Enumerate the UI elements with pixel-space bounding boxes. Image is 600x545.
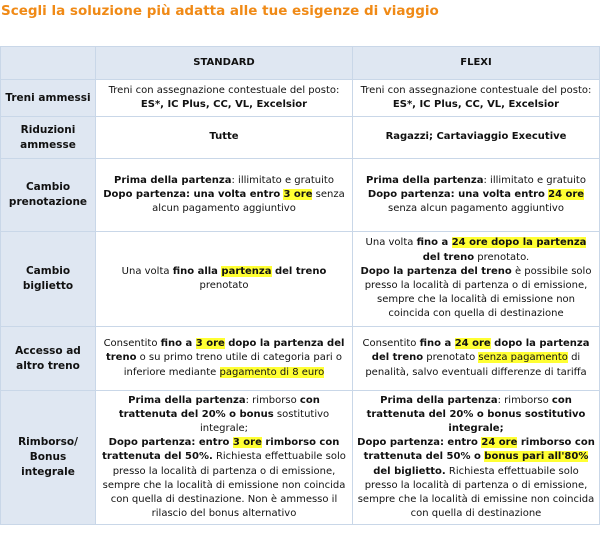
highlight: 24 ore dopo la partenza [451,237,587,249]
table-row-treni [0,80,600,117]
text: rimborso con trattenuta del 50% o [363,437,595,463]
text: prenotato [199,280,249,291]
text: dopo la partenza del treno [371,338,590,364]
table-row-cambio-prenotazione [0,159,600,232]
cell-standard-rimborso [96,391,353,525]
text: fino alla [172,265,222,277]
text: di penalità, salvo eventuali differenze di tariffa [365,352,587,378]
comparison-table [0,46,600,525]
text: : rimborso [245,394,300,406]
text: : illimitato e gratuito [483,174,586,186]
table-row-cambio-biglietto [0,232,600,327]
text: Dopo partenza: una volta entro [367,188,545,200]
treni-flexi-line1: Treni con assegnazione contestuale del posto: [360,84,592,96]
column-header-standard: STANDARD [96,46,353,80]
highlight: bonus pari all'80% [484,451,589,463]
cell-flexi-cambio-biglietto [353,232,600,327]
text: rimborso con trattenuta del 50%. [102,437,340,463]
highlight: pagamento di 8 euro [219,366,325,378]
table-row-accesso [0,327,600,391]
highlight: 3 ore [283,188,313,200]
page-title: Scegli la soluzione più adatta alle tue esigenze di viaggio [1,3,439,19]
text: o su primo treno utile di categoria pari o inferiore mediante [123,352,343,378]
text: Dopo partenza: entro [357,437,482,449]
text: Richiesta effettuabile solo presso la località di partenza o di emissione, sempre che la località di emissione non coincida con quella di destinazione. Non è ammesso il rilascio del bonus alternativo [102,451,346,520]
header-corner [0,46,96,80]
header-row [0,46,600,80]
text: fino a [419,338,455,350]
text: fino a [160,338,196,350]
text: Una volta [121,265,173,277]
highlight: 24 ore [548,188,585,200]
cell-flexi-rimborso [353,391,600,525]
text: : illimitato e gratuito [231,174,334,186]
column-header-flexi: FLEXI [353,46,600,80]
text: prenotato [423,352,479,364]
riduzioni-standard-value: Tutte [209,131,239,143]
highlight: 24 ore [481,437,518,449]
text: Prima della partenza [366,174,484,186]
highlight: senza pagamento [478,352,568,364]
cell-standard-accesso [96,327,353,391]
riduzioni-flexi-value: Ragazzi; Cartaviaggio Executive [385,131,567,143]
text: senza alcun pagamento aggiuntivo [388,203,564,215]
text: con trattenuta del 20% o bonus [118,394,320,420]
table-row-rimborso [0,391,600,525]
text: Richiesta effettuabile solo presso la località di partenza o di emissione, sempre che la località di emissine non coincida con quella di destinazione [357,465,595,520]
highlight: partenza [221,265,272,277]
text: Una volta [365,237,417,249]
text: Consentito [362,338,420,350]
text: : rimborso [497,394,552,406]
treni-standard-line1: Treni con assegnazione contestuale del posto: [108,84,340,96]
text: senza alcun pagamento aggiuntivo [152,188,345,215]
text: Prima della partenza [114,174,232,186]
cell-flexi-cambio-prenotazione [353,159,600,232]
text: Dopo la partenza del treno [360,265,512,277]
treni-flexi-line2: ES*, IC Plus, CC, VL, Excelsior [392,99,560,110]
row-label-cambio-prenotazione: Cambio prenotazione [0,159,96,232]
table-row-riduzioni [0,117,600,159]
text: è possibile solo presso la località di partenza o di emissione, sempre che la località di emissione non coincida con quella di destinazione [364,265,592,320]
row-label-cambio-biglietto: Cambio biglietto [0,232,96,327]
highlight: 3 ore [195,338,225,350]
row-label-riduzioni: Riduzioni ammesse [0,117,96,159]
highlight: 3 ore [232,437,262,449]
cell-flexi-treni [353,80,600,117]
cell-standard-cambio-prenotazione [96,159,353,232]
text: fino a [416,237,452,249]
cell-standard-riduzioni [96,117,353,159]
text: Dopo partenza: una volta entro [103,188,281,200]
highlight: 24 ore [454,338,491,350]
text: Consentito [103,338,161,350]
text: dopo la partenza del treno [105,338,345,364]
text: prenotato. [474,251,530,263]
treni-standard-line2: ES*, IC Plus, CC, VL, Excelsior [140,99,308,110]
cell-standard-treni [96,80,353,117]
cell-flexi-riduzioni [353,117,600,159]
text: Dopo partenza: entro [108,437,233,449]
text: del treno [271,265,327,277]
row-label-treni: Treni ammessi [0,80,96,117]
cell-standard-cambio-biglietto [96,232,353,327]
text: del biglietto. [373,465,446,477]
text: Prima della partenza [128,394,246,406]
cell-flexi-accesso [353,327,600,391]
text: del treno [422,251,475,263]
row-label-rimborso: Rimborso/ Bonus integrale [0,391,96,525]
row-label-accesso: Accesso ad altro treno [0,327,96,391]
text: con trattenuta del 20% o bonus sostitutivo integrale; [366,394,586,434]
text: Prima della partenza [380,394,498,406]
text: sostitutivo integrale; [199,408,330,434]
